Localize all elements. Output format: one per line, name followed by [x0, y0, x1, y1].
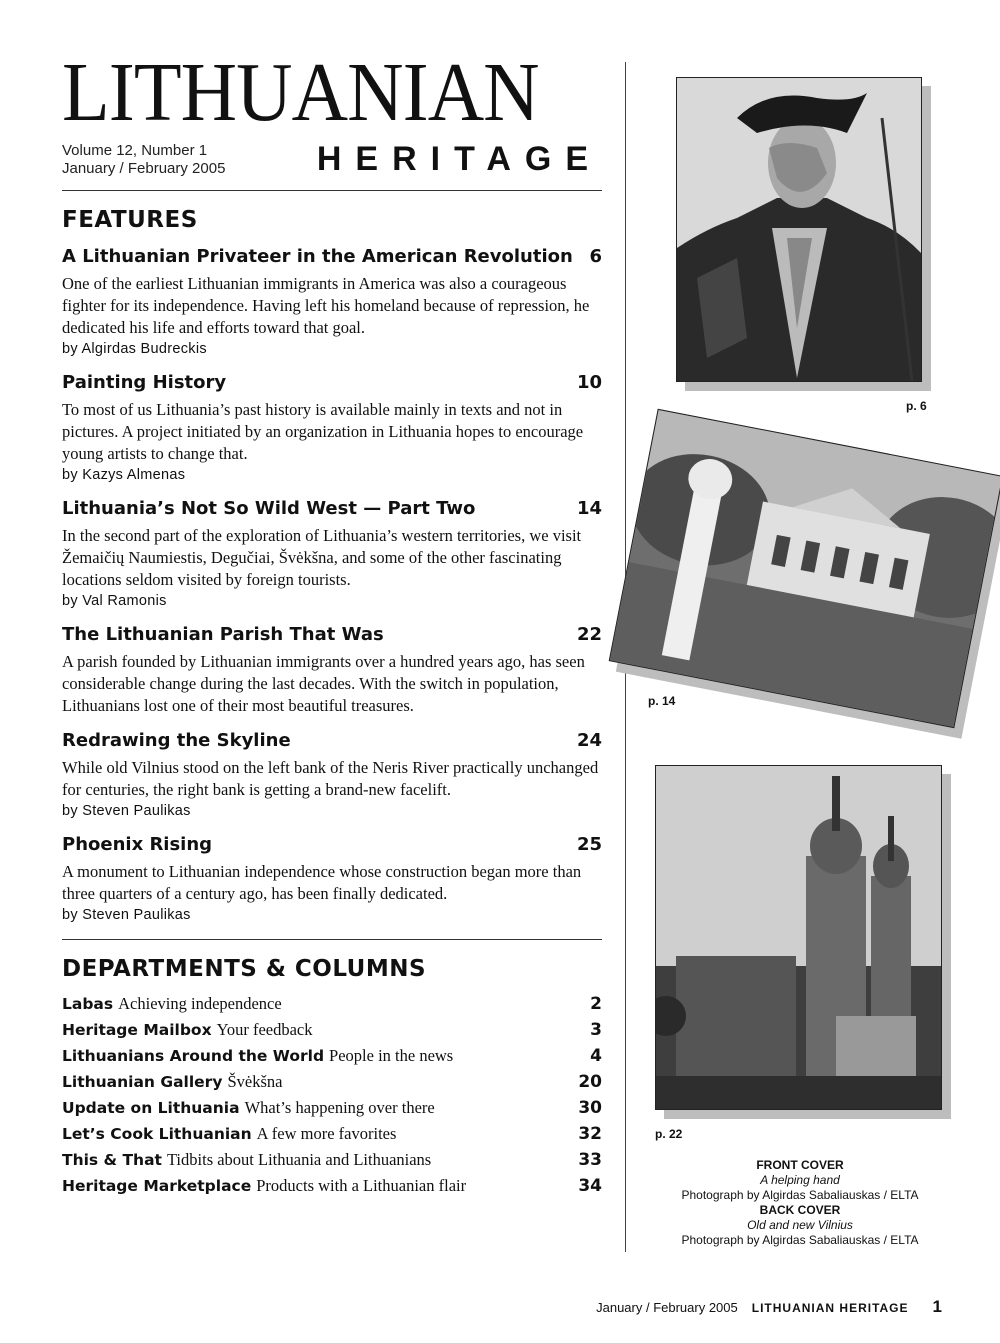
- magazine-subtitle: HERITAGE: [316, 140, 602, 178]
- feature-item[interactable]: [62, 497, 602, 611]
- department-name: Lithuanians Around the World: [62, 1047, 325, 1065]
- features-heading: FEATURES: [62, 207, 198, 233]
- department-description: Products with a Lithuanian flair: [256, 1176, 467, 1195]
- back-cover-title: Old and new Vilnius: [747, 1218, 853, 1232]
- feature-title[interactable]: Redrawing the Skyline: [62, 730, 291, 751]
- department-page: 32: [578, 1124, 602, 1144]
- departments-list: [62, 994, 602, 1202]
- back-cover-heading: BACK COVER: [759, 1203, 841, 1217]
- volume-number: Volume 12, Number 1: [62, 142, 208, 159]
- feature-description: One of the earliest Lithuanian immigrants in America was also a courageous fighter for its independence. Having left his homeland because of repression, he dedicated his life and efforts toward that goal.: [62, 274, 590, 337]
- department-name: Lithuanian Gallery: [62, 1073, 223, 1091]
- department-description: Švėkšna: [227, 1072, 283, 1091]
- parish-church-image[interactable]: [655, 765, 942, 1110]
- feature-description: While old Vilnius stood on the left bank of the Neris River practically unchanged for centuries, the right bank is getting a brand-new facelift.: [62, 758, 599, 799]
- department-page: 33: [578, 1150, 602, 1170]
- photo-caption: p. 22: [655, 1127, 683, 1141]
- department-name: Let’s Cook Lithuanian: [62, 1125, 252, 1143]
- privateer-portrait-image[interactable]: [676, 77, 922, 382]
- feature-byline: by Steven Paulikas: [62, 803, 191, 819]
- department-item[interactable]: [62, 1098, 602, 1124]
- department-item[interactable]: [62, 1020, 602, 1046]
- department-name: Update on Lithuania: [62, 1099, 240, 1117]
- department-item[interactable]: [62, 1124, 602, 1150]
- back-cover-credit: Photograph by Algirdas Sabaliauskas / ELTA: [681, 1233, 919, 1247]
- department-page: 20: [578, 1072, 602, 1092]
- photo-caption: p. 14: [648, 694, 676, 708]
- department-page: 2: [590, 994, 602, 1014]
- page-number: 1: [932, 1297, 942, 1316]
- masthead-row: [62, 142, 602, 190]
- department-description: People in the news: [329, 1046, 454, 1065]
- feature-item[interactable]: [62, 833, 602, 925]
- feature-byline: by Kazys Almenas: [62, 467, 186, 483]
- department-item[interactable]: [62, 1176, 602, 1202]
- top-divider: [62, 190, 602, 191]
- feature-byline: by Steven Paulikas: [62, 907, 191, 923]
- front-cover-credit: Photograph by Algirdas Sabaliauskas / ELTA: [681, 1188, 919, 1202]
- department-name: Heritage Marketplace: [62, 1177, 252, 1195]
- feature-item[interactable]: [62, 245, 602, 359]
- department-description: Your feedback: [216, 1020, 313, 1039]
- manor-house-image[interactable]: [609, 409, 1000, 728]
- feature-page: 14: [576, 498, 602, 519]
- department-page: 30: [578, 1098, 602, 1118]
- department-name: Labas: [62, 995, 114, 1013]
- page-footer: [596, 1297, 942, 1317]
- front-cover-title: A helping hand: [760, 1173, 840, 1187]
- feature-title[interactable]: Painting History: [62, 372, 227, 393]
- photo-caption: p. 6: [906, 399, 927, 413]
- department-item[interactable]: [62, 1072, 602, 1098]
- feature-description: A monument to Lithuanian independence whose construction began more than three quarters of a century ago, has been finally dedicated.: [62, 862, 582, 903]
- department-name: Heritage Mailbox: [62, 1021, 212, 1039]
- department-page: 4: [590, 1046, 602, 1066]
- department-description: A few more favorites: [256, 1124, 397, 1143]
- footer-publication: LITHUANIAN HERITAGE: [751, 1301, 909, 1315]
- feature-description: A parish founded by Lithuanian immigrants over a hundred years ago, has seen considerable change during the last decades. With the switch in population, Lithuanians lost one of their most beautiful treasures.: [62, 652, 585, 715]
- feature-item[interactable]: [62, 729, 602, 821]
- feature-page: 6: [589, 246, 602, 267]
- footer-date: January / February 2005: [596, 1300, 738, 1315]
- feature-item[interactable]: [62, 371, 602, 485]
- department-item[interactable]: [62, 1150, 602, 1176]
- contents-column: [62, 46, 602, 1202]
- department-description: What’s happening over there: [244, 1098, 435, 1117]
- departments-heading: DEPARTMENTS & COLUMNS: [62, 956, 427, 982]
- department-item[interactable]: [62, 994, 602, 1020]
- front-cover-heading: FRONT COVER: [756, 1158, 844, 1172]
- feature-page: 24: [576, 730, 602, 751]
- feature-title[interactable]: Phoenix Rising: [62, 834, 213, 855]
- feature-page: 10: [576, 372, 602, 393]
- feature-item[interactable]: [62, 623, 602, 717]
- department-item[interactable]: [62, 1046, 602, 1072]
- cover-credits: [660, 1158, 940, 1248]
- feature-description: In the second part of the exploration of Lithuania’s western territories, we visit Žemaičių Naumiestis, Degučiai, Švėkšna, and some of the other fascinating locations seldom visited by foreign tourists.: [62, 526, 582, 589]
- feature-title[interactable]: Lithuania’s Not So Wild West — Part Two: [62, 498, 476, 519]
- department-name: This & That: [62, 1151, 162, 1169]
- feature-title[interactable]: A Lithuanian Privateer in the American Revolution: [62, 246, 573, 267]
- feature-description: To most of us Lithuania’s past history is available mainly in texts and not in pictures. A project initiated by an organization in Lithuania hopes to encourage young artists to change that.: [62, 400, 584, 463]
- feature-byline: by Val Ramonis: [62, 593, 167, 609]
- department-page: 3: [590, 1020, 602, 1040]
- feature-byline: by Algirdas Budreckis: [62, 341, 207, 357]
- department-description: Tidbits about Lithuania and Lithuanians: [166, 1150, 432, 1169]
- section-divider: [62, 939, 602, 940]
- feature-page: 22: [576, 624, 602, 645]
- issue-date: January / February 2005: [62, 160, 226, 177]
- feature-page: 25: [576, 834, 602, 855]
- magazine-title: LITHUANIAN: [62, 46, 539, 139]
- feature-title[interactable]: The Lithuanian Parish That Was: [62, 624, 384, 645]
- issue-info: [62, 142, 225, 178]
- department-description: Achieving independence: [118, 994, 282, 1013]
- department-page: 34: [578, 1176, 602, 1196]
